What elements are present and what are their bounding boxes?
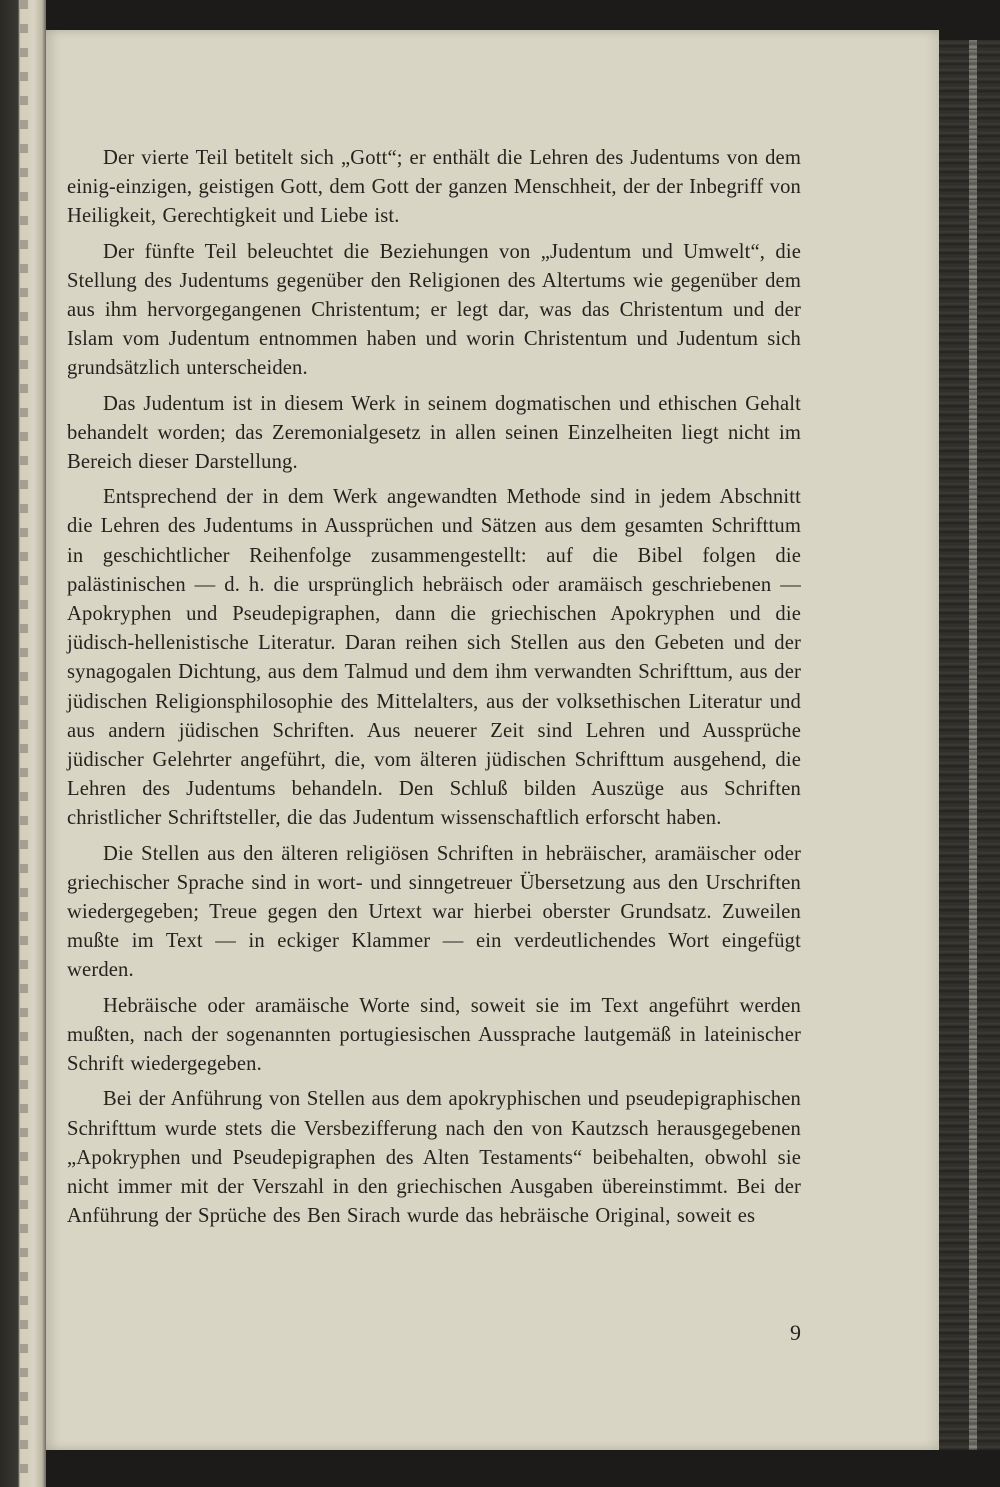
paragraph-2: Der fünfte Teil beleuchtet die Beziehungen von „Judentum und Umwelt“, die Stellung des Judentums gegenüber den Religionen des Altertums wie gegenüber dem aus ihm hervorgegangenen Christentum; er legt dar, was das Christentum und der Islam vom Judentum entnommen haben und worin Christentum und Judentum sich grundsätzlich unterscheiden. bbox=[67, 240, 801, 380]
book-cover-edge bbox=[939, 40, 1000, 1450]
paragraph-7: Bei der Anführung von Stellen aus dem apokryphischen und pseudepigraphischen Schrifttum wurde stets die Versbezifferung nach den von Kautzsch herausgegebenen „Apokryphen und Pseudepigraphen des Alten Testaments“ beibehalten, obwohl sie nicht immer mit der Verszahl in den griechischen Ausgaben übereinstimmt. Bei der Anführung der Sprüche des Ben Sirach wurde das hebräische Original, soweit es bbox=[67, 1088, 801, 1228]
paragraph-1: Der vierte Teil betitelt sich „Gott“; er enthält die Lehren des Judentums von dem einig-einzigen, geistigen Gott, dem Gott der ganzen Menschheit, der der Inbegriff von Heiligkeit, Gerechtigkeit und Liebe ist. bbox=[67, 147, 801, 228]
previous-page-edge bbox=[0, 0, 46, 1487]
paragraph-6: Hebräische oder aramäische Worte sind, soweit sie im Text angeführt werden mußten, nach der sogenannten portugiesischen Aussprache lautgemäß in lateinischer Schrift wiedergegeben. bbox=[67, 994, 801, 1076]
page-number: 9 bbox=[790, 1320, 801, 1345]
paragraph-3: Das Judentum ist in diesem Werk in seinem dogmatischen und ethischen Gehalt behandelt worden; das Zeremonialgesetz in allen seinen Einzelheiten liegt nicht im Bereich dieser Darstellung. bbox=[67, 392, 801, 474]
book-page bbox=[46, 30, 939, 1450]
paragraph-4: Entsprechend der in dem Werk angewandten Methode sind in jedem Abschnitt die Lehren des Judentums in Aussprüchen und Sätzen aus dem gesamten Schrifttum in geschichtlicher Reihenfolge zusammengestellt: auf die Bibel folgen die palästinischen — d. h. die ursprünglich hebräisch oder aramäisch geschriebenen — Apokryphen und Pseudepigraphen, dann die griechischen Apokryphen und die jüdisch-hellenistische Literatur. Daran reihen sich Stellen aus den Gebeten und der synagogalen Dichtung, aus dem Talmud und dem ihm verwandten Schrifttum, aus der jüdischen Religionsphilosophie des Mittelalters, aus der volksethischen Literatur und aus andern jüdischen Schriften. Aus neuerer Zeit sind Lehren und Aussprüche jüdischer Gelehrter angeführt, die, vom älteren jüdischen Schrifttum ausgehend, die Lehren des Judentums behandeln. Den Schluß bilden Auszüge aus Schriften christlicher Schriftsteller, die das Judentum wissenschaftlich erforscht haben. bbox=[67, 486, 801, 830]
paragraph-5: Die Stellen aus den älteren religiösen Schriften in hebräischer, aramäischer oder griechischer Sprache sind in wort- und sinngetreuer Übersetzung aus den Urschriften wiedergegeben; Treue gegen den Urtext war hierbei oberster Grundsatz. Zuweilen mußte im Text — in eckiger Klammer — ein verdeutlichendes Wort eingefügt werden. bbox=[67, 842, 801, 982]
page-body-text bbox=[67, 144, 801, 1237]
